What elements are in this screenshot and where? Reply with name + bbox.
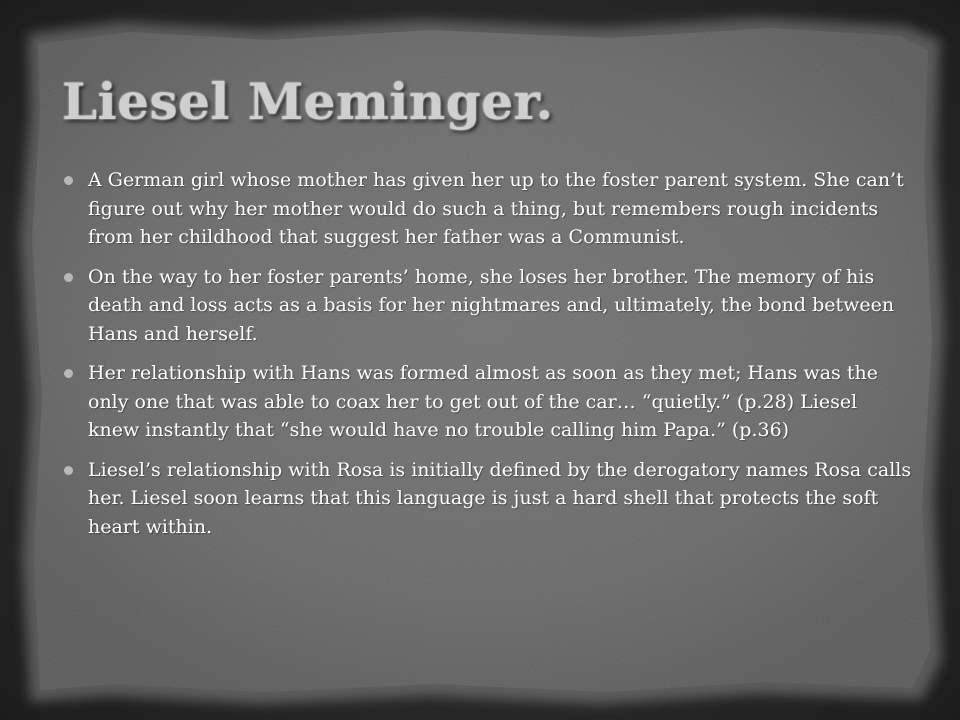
bullet-list [62, 166, 912, 552]
bullet-item [62, 263, 912, 349]
bullet-dot-icon [64, 466, 73, 475]
bullet-dot-icon [64, 369, 73, 378]
bullet-text: On the way to her foster parents’ home, she loses her brother. The memory of his death and loss acts as a basis for her nightmares and, ultimately, the bond between Hans and herself. [88, 265, 895, 345]
bullet-text: Her relationship with Hans was formed almost as soon as they met; Hans was the only one that was able to coax her to get out of the car… “quietly.” (p.28) Liesel knew instantly that “she would have no trouble calling him Papa.” (p.36) [88, 362, 878, 441]
bullet-text: A German girl whose mother has given her up to the foster parent system. She can’t figure out why her mother would do such a thing, but remembers rough incidents from her childhood that suggest her father was a Communist. [88, 169, 904, 248]
bullet-text: Liesel’s relationship with Rosa is initially defined by the derogatory names Rosa calls her. Liesel soon learns that this language is just a hard shell that protects the soft heart within. [88, 458, 912, 538]
bullet-item [62, 166, 912, 252]
bullet-dot-icon [64, 176, 73, 185]
slide-title: Liesel Meminger. [62, 72, 554, 131]
bullet-item [62, 456, 912, 542]
bullet-item [62, 359, 912, 445]
bullet-dot-icon [64, 273, 73, 282]
